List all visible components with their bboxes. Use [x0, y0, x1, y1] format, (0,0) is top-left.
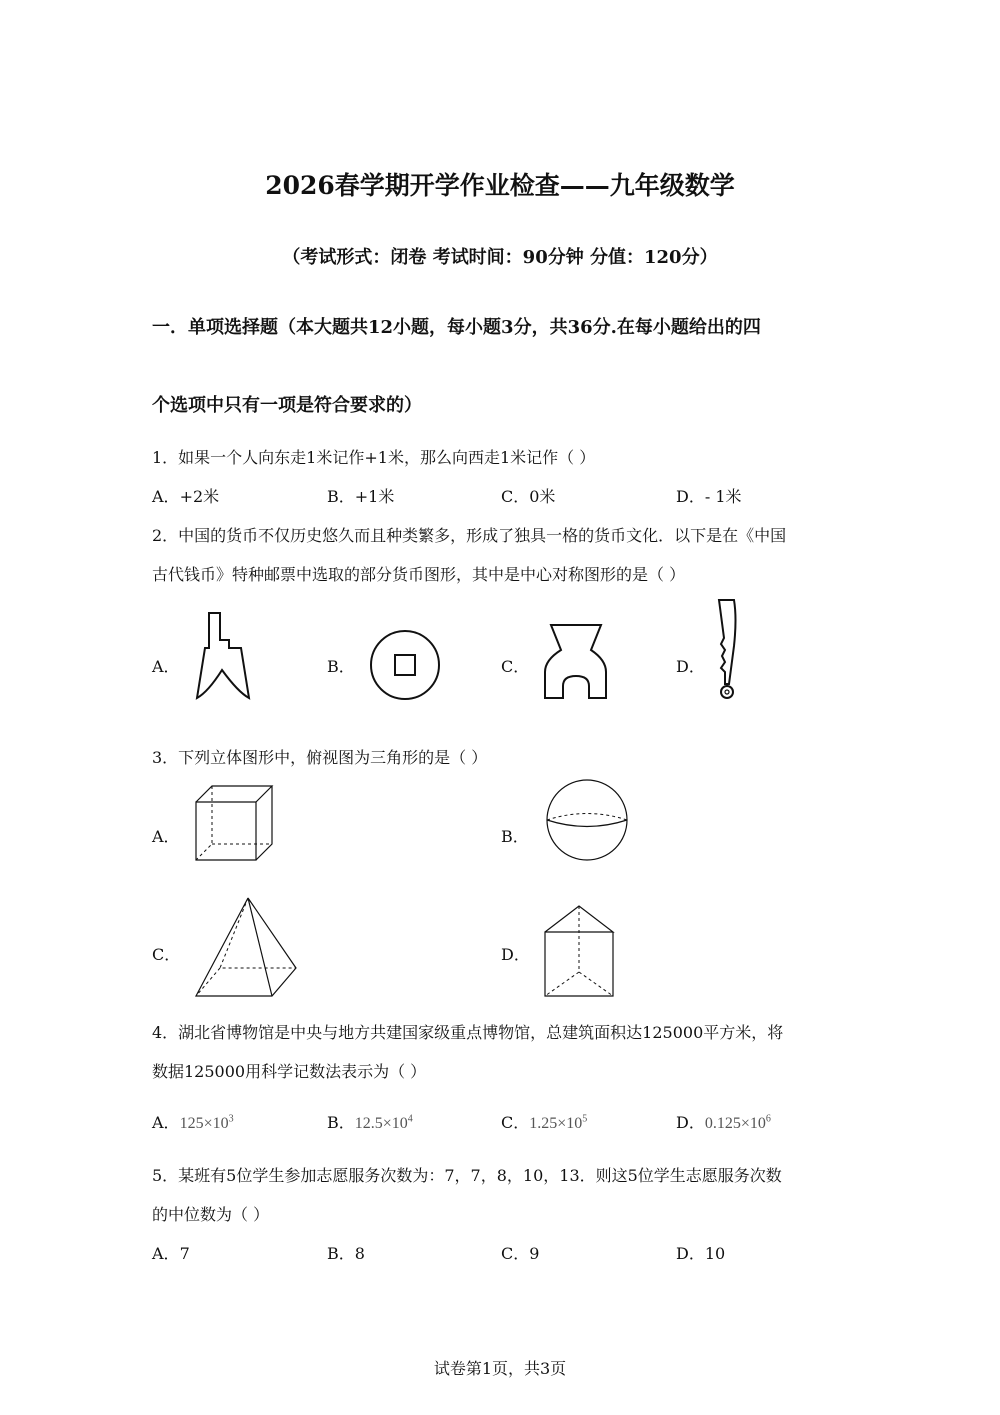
question-1-option-c: C．0米 [501, 487, 556, 506]
question-3-stem: 3．下列立体图形中，俯视图为三角形的是（ ） [152, 748, 488, 767]
question-3-option-a-label: A． [152, 827, 180, 846]
question-4-stem-line2: 数据125000用科学记数法表示为（ ） [152, 1062, 427, 1081]
question-5-option-c: C．9 [501, 1244, 540, 1263]
question-3-option-b-label: B． [501, 827, 529, 846]
question-2-option-b-label: B． [327, 657, 355, 676]
spade-coin-icon [195, 612, 250, 702]
question-2-option-a-label: A． [152, 657, 180, 676]
sphere-icon [543, 779, 633, 863]
question-1-option-d: D．- 1米 [676, 487, 742, 506]
question-2-option-c-label: C． [501, 657, 530, 676]
triangular-prism-icon [543, 904, 615, 1000]
question-3-option-c-label: C． [152, 945, 181, 964]
page-footer: 试卷第1页，共3页 [433, 1359, 567, 1378]
question-4-option-b: B．$12.5\times 10^4$ [327, 1113, 413, 1132]
question-4-stem-line1: 4．湖北省博物馆是中央与地方共建国家级重点博物馆，总建筑面积达125000平方米，将 [152, 1023, 784, 1042]
question-2-stem-line1: 2．中国的货币不仅历史悠久而且种类繁多，形成了独具一格的货币文化．以下是在《中国 [152, 526, 787, 545]
question-3-option-d-label: D． [501, 945, 530, 964]
pyramid-icon [194, 896, 300, 1000]
section-heading-line1: 一．单项选择题（本大题共12小题，每小题3分，共36分.在每小题给出的四 [152, 317, 761, 338]
question-4-option-c: C．$1.25\times 10^5$ [501, 1113, 588, 1132]
exam-info: （考试形式：闭卷 考试时间：90分钟 分值：120分） [282, 247, 718, 268]
round-square-hole-coin-icon [369, 629, 441, 701]
question-2-option-d-label: D． [676, 657, 705, 676]
question-1-stem: 1．如果一个人向东走1米记作+1米，那么向西走1米记作（ ） [152, 448, 596, 467]
question-4-option-a: A．$125\times 10^3$ [152, 1113, 234, 1132]
bridge-coin-icon [543, 624, 609, 700]
question-5-stem-line1: 5．某班有5位学生参加志愿服务次数为：7，7，8，10，13．则这5位学生志愿服务次数 [152, 1166, 782, 1185]
question-5-stem-line2: 的中位数为（ ） [152, 1205, 270, 1224]
cube-icon [194, 784, 276, 862]
question-5-option-a: A．7 [152, 1244, 190, 1263]
knife-coin-icon [714, 598, 744, 702]
question-1-option-b: B．+1米 [327, 487, 395, 506]
question-4-option-d: D．$0.125\times 10^6$ [676, 1113, 771, 1132]
section-heading-line2: 个选项中只有一项是符合要求的） [152, 395, 422, 416]
question-1-option-a: A．+2米 [152, 487, 220, 506]
page-title: 2026春学期开学作业检查——九年级数学 [265, 171, 735, 200]
question-5-option-d: D．10 [676, 1244, 726, 1263]
question-5-option-b: B．8 [327, 1244, 365, 1263]
question-2-stem-line2: 古代钱币》特种邮票中选取的部分货币图形，其中是中心对称图形的是（ ） [152, 565, 686, 584]
